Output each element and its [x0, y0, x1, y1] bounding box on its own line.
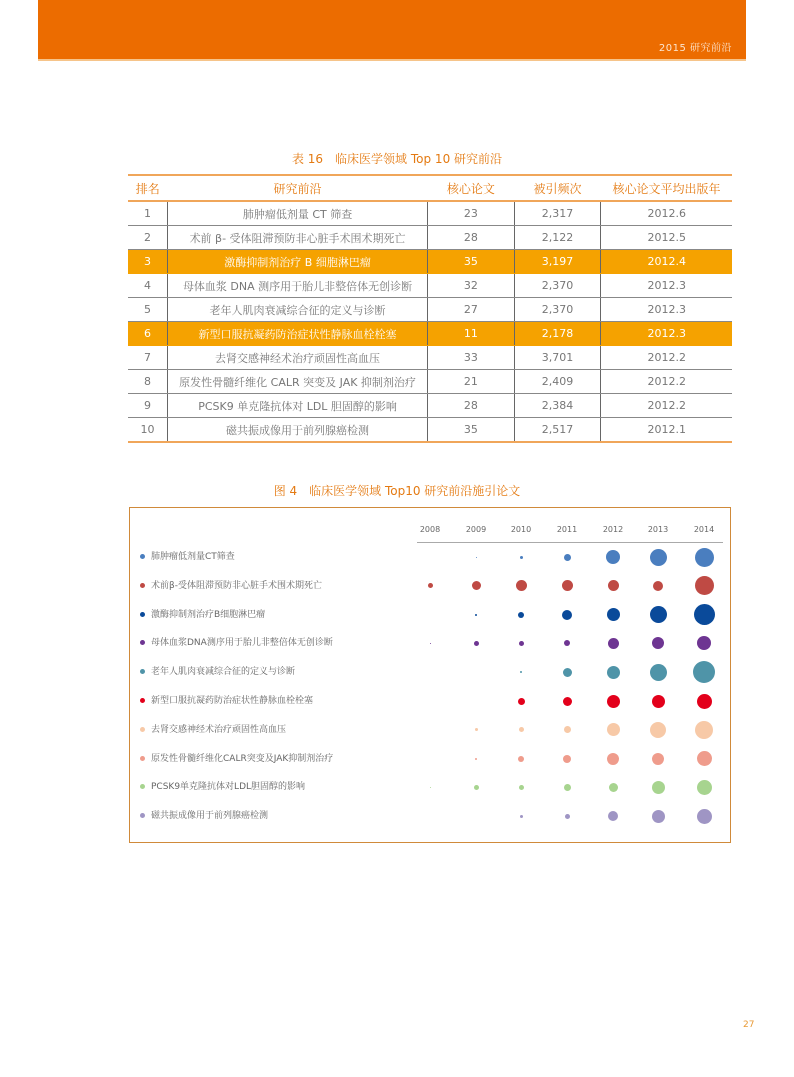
- topic-cell: 母体血浆 DNA 测序用于胎儿非整倍体无创诊断: [167, 274, 427, 298]
- citations-cell: 2,122: [514, 226, 601, 250]
- bubble-point: [695, 576, 714, 595]
- citations-cell: 2,384: [514, 394, 601, 418]
- bubble-point: [564, 784, 571, 791]
- mean-year-cell: 2012.3: [601, 274, 732, 298]
- x-tick-label: 2012: [602, 525, 624, 534]
- x-tick-label: 2009: [465, 525, 487, 534]
- bubble-point: [697, 780, 712, 795]
- citations-cell: 2,409: [514, 370, 601, 394]
- bubble-point: [607, 666, 620, 679]
- legend-label: 术前β-受体阻滞预防非心脏手术围术期死亡: [151, 580, 322, 591]
- core-papers-cell: 28: [428, 394, 514, 418]
- core-papers-cell: 23: [428, 201, 514, 226]
- citations-cell: 2,178: [514, 322, 601, 346]
- topic-cell: 磁共振成像用于前列腺癌检测: [167, 418, 427, 443]
- bubble-point: [519, 641, 524, 646]
- bubble-point: [608, 811, 618, 821]
- topic-cell: 原发性骨髓纤维化 CALR 突变及 JAK 抑制剂治疗: [167, 370, 427, 394]
- rank-cell: 2: [128, 226, 167, 250]
- legend-item: [140, 752, 333, 766]
- table-row: [128, 226, 732, 250]
- bubble-point: [650, 549, 667, 566]
- bubble-point: [475, 758, 477, 760]
- x-tick-label: 2008: [419, 525, 441, 534]
- bubble-point: [653, 581, 663, 591]
- legend-item: [140, 608, 265, 622]
- legend-label: 新型口服抗凝药防治症状性静脉血栓栓塞: [151, 696, 314, 706]
- topic-cell: 术前 β- 受体阻滞预防非心脏手术围术期死亡: [167, 226, 427, 250]
- bubble-point: [608, 638, 619, 649]
- bubble-point: [693, 661, 715, 683]
- table-row: [128, 418, 732, 443]
- topic-cell: 肺肿瘤低剂量 CT 筛查: [167, 201, 427, 226]
- table-row: [128, 274, 732, 298]
- bubble-point: [694, 604, 715, 625]
- mean-year-cell: 2012.2: [601, 394, 732, 418]
- legend-marker: [140, 698, 145, 703]
- bubble-point: [518, 756, 524, 762]
- bubble-point: [428, 583, 433, 588]
- legend-item: [140, 694, 313, 708]
- bubble-point: [475, 728, 478, 731]
- bubble-point: [652, 781, 665, 794]
- mean-year-cell: 2012.2: [601, 346, 732, 370]
- rank-cell: 7: [128, 346, 167, 370]
- mean-year-cell: 2012.6: [601, 201, 732, 226]
- bubble-point: [697, 694, 712, 709]
- legend-label: 磁共振成像用于前列腺癌检测: [151, 811, 269, 822]
- mean-year-cell: 2012.4: [601, 250, 732, 274]
- bubble-point: [607, 723, 620, 736]
- bubble-point: [607, 608, 620, 621]
- bubble-point: [608, 580, 619, 591]
- bubble-point: [520, 671, 522, 673]
- topic-cell: PCSK9 单克隆抗体对 LDL 胆固醇的影响: [167, 394, 427, 418]
- legend-marker: [140, 640, 145, 645]
- legend-item: [140, 550, 235, 564]
- legend-marker: [140, 813, 145, 818]
- rank-cell: 4: [128, 274, 167, 298]
- bubble-point: [520, 556, 523, 559]
- rank-cell: 1: [128, 201, 167, 226]
- bubble-point: [606, 550, 620, 564]
- bubble-point: [607, 753, 619, 765]
- bubble-point: [564, 554, 571, 561]
- bubble-point: [563, 668, 572, 677]
- bubble-point: [430, 787, 431, 788]
- legend-item: [140, 780, 305, 794]
- citations-cell: 2,370: [514, 298, 601, 322]
- bubble-point: [518, 612, 524, 618]
- legend-marker: [140, 727, 145, 732]
- legend-marker: [140, 669, 145, 674]
- x-tick-label: 2013: [647, 525, 669, 534]
- page-number: 27: [743, 1020, 755, 1030]
- core-papers-cell: 28: [428, 226, 514, 250]
- bubble-point: [609, 783, 618, 792]
- core-papers-cell: 21: [428, 370, 514, 394]
- bubble-point: [564, 726, 571, 733]
- bubble-point: [474, 641, 479, 646]
- citations-cell: 2,517: [514, 418, 601, 443]
- citations-cell: 3,701: [514, 346, 601, 370]
- mean-year-cell: 2012.3: [601, 298, 732, 322]
- x-tick-label: 2011: [556, 525, 578, 534]
- bubble-point: [474, 785, 479, 790]
- running-title: 2015 研究前沿: [658, 43, 732, 54]
- legend-marker: [140, 554, 145, 559]
- legend-marker: [140, 756, 145, 761]
- citations-cell: 2,317: [514, 201, 601, 226]
- col-header-mean-year: 核心论文平均出版年: [601, 175, 732, 201]
- bubble-point: [607, 695, 620, 708]
- citations-cell: 3,197: [514, 250, 601, 274]
- bubble-point: [562, 610, 572, 620]
- core-papers-cell: 27: [428, 298, 514, 322]
- topic-cell: 新型口服抗凝药防治症状性静脉血栓栓塞: [167, 322, 427, 346]
- col-header-core-papers: 核心论文: [428, 175, 514, 201]
- legend-label: 老年人肌肉衰减综合征的定义与诊断: [151, 667, 296, 678]
- rank-cell: 9: [128, 394, 167, 418]
- legend-label: 肺肿瘤低剂量CT筛查: [151, 552, 235, 562]
- bubble-point: [563, 697, 572, 706]
- bubble-point: [563, 755, 571, 763]
- legend-item: [140, 636, 333, 650]
- table-row: [128, 346, 732, 370]
- col-header-rank: 排名: [128, 175, 167, 201]
- legend-label: PCSK9单克隆抗体对LDL胆固醇的影响: [151, 782, 306, 793]
- x-tick-label: 2010: [510, 525, 532, 534]
- core-papers-cell: 32: [428, 274, 514, 298]
- bubble-point: [652, 810, 665, 823]
- bubble-point: [476, 557, 477, 558]
- bubble-point: [430, 643, 431, 644]
- bubble-point: [565, 814, 570, 819]
- legend-label: 激酶抑制剂治疗B细胞淋巴瘤: [151, 609, 266, 620]
- core-papers-cell: 33: [428, 346, 514, 370]
- header-band: [38, 0, 746, 61]
- bubble-chart: [129, 507, 731, 843]
- rank-cell: 5: [128, 298, 167, 322]
- table-row: [128, 298, 732, 322]
- table-row: [128, 250, 732, 274]
- bubble-point: [650, 722, 666, 738]
- bubble-point: [652, 753, 664, 765]
- citations-cell: 2,370: [514, 274, 601, 298]
- rank-cell: 6: [128, 322, 167, 346]
- mean-year-cell: 2012.5: [601, 226, 732, 250]
- mean-year-cell: 2012.2: [601, 370, 732, 394]
- rank-cell: 3: [128, 250, 167, 274]
- bubble-point: [518, 698, 525, 705]
- mean-year-cell: 2012.3: [601, 322, 732, 346]
- topic-cell: 激酶抑制剂治疗 B 细胞淋巴瘤: [167, 250, 427, 274]
- legend-item: [140, 665, 295, 679]
- rank-cell: 10: [128, 418, 167, 443]
- bubble-point: [695, 721, 713, 739]
- col-header-citations: 被引频次: [514, 175, 601, 201]
- legend-item: [140, 723, 286, 737]
- table-header-row: [128, 175, 732, 201]
- x-axis-line: [417, 542, 723, 543]
- legend-label: 原发性骨髓纤维化CALR突变及JAK抑制剂治疗: [151, 753, 334, 764]
- bubble-point: [564, 640, 570, 646]
- rank-cell: 8: [128, 370, 167, 394]
- legend-label: 去肾交感神经术治疗顽固性高血压: [151, 724, 287, 735]
- research-fronts-table: [128, 174, 732, 443]
- figure-caption: 图 4 临床医学领域 Top10 研究前沿施引论文: [273, 484, 521, 498]
- bubble-point: [652, 695, 665, 708]
- bubble-point: [697, 636, 711, 650]
- bubble-point: [695, 548, 714, 567]
- legend-marker: [140, 583, 145, 588]
- mean-year-cell: 2012.1: [601, 418, 732, 443]
- core-papers-cell: 35: [428, 418, 514, 443]
- topic-cell: 老年人肌肉衰减综合征的定义与诊断: [167, 298, 427, 322]
- legend-label: 母体血浆DNA测序用于胎儿非整倍体无创诊断: [151, 638, 333, 649]
- bubble-point: [697, 809, 712, 824]
- bubble-point: [697, 751, 712, 766]
- core-papers-cell: 35: [428, 250, 514, 274]
- legend-item: [140, 579, 322, 593]
- bubble-point: [519, 785, 524, 790]
- bubble-point: [650, 606, 667, 623]
- bubble-point: [652, 637, 664, 649]
- legend-marker: [140, 784, 145, 789]
- x-tick-label: 2014: [693, 525, 715, 534]
- table-row: [128, 322, 732, 346]
- bubble-point: [519, 727, 524, 732]
- bubble-point: [520, 815, 523, 818]
- table-caption: 表 16 临床医学领域 Top 10 研究前沿: [291, 152, 503, 166]
- table-row: [128, 201, 732, 226]
- bubble-point: [562, 580, 573, 591]
- legend-item: [140, 809, 268, 823]
- col-header-topic: 研究前沿: [167, 175, 427, 201]
- topic-cell: 去肾交感神经术治疗顽固性高血压: [167, 346, 427, 370]
- bubble-point: [650, 664, 667, 681]
- bubble-point: [516, 580, 527, 591]
- bubble-point: [472, 581, 481, 590]
- core-papers-cell: 11: [428, 322, 514, 346]
- table-row: [128, 370, 732, 394]
- legend-marker: [140, 612, 145, 617]
- bubble-point: [475, 614, 477, 616]
- table-row: [128, 394, 732, 418]
